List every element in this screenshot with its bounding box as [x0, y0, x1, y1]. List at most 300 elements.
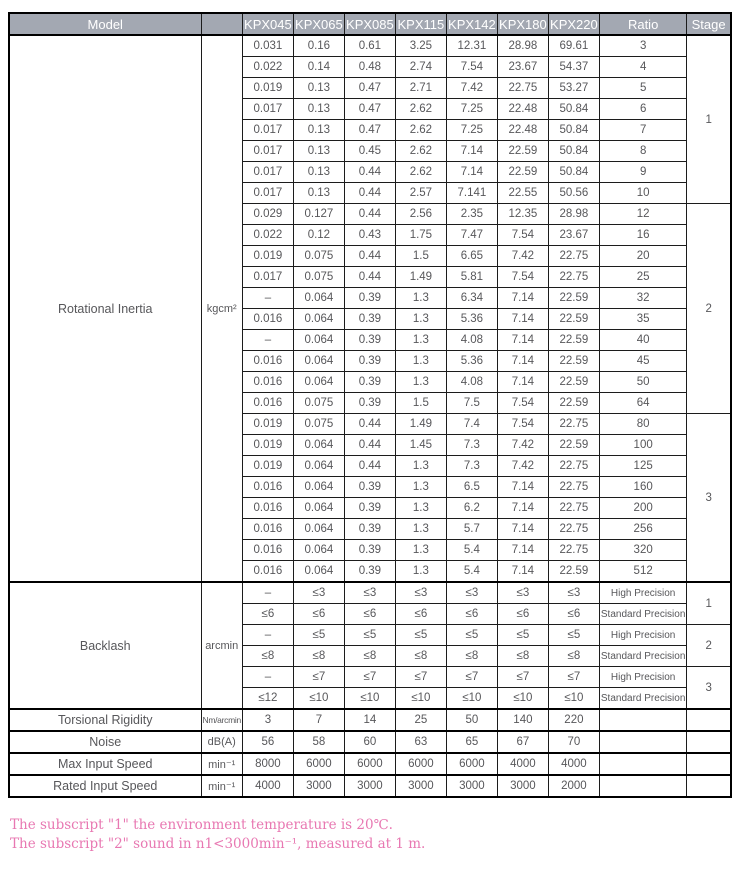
ratio-cell: High Precision: [599, 625, 687, 646]
value-cell: 56: [242, 731, 293, 753]
value-cell: 0.39: [344, 330, 395, 351]
value-cell: ≤8: [293, 646, 344, 667]
spec-table-body: [9, 35, 731, 797]
value-cell: 3000: [344, 775, 395, 797]
col-header-model: Model: [9, 13, 201, 35]
value-cell: 7.25: [446, 99, 497, 120]
value-cell: 0.44: [344, 246, 395, 267]
value-cell: 22.59: [497, 162, 548, 183]
value-cell: ≤8: [497, 646, 548, 667]
value-cell: 7.42: [497, 246, 548, 267]
ratio-cell: 16: [599, 225, 687, 246]
ratio-cell: 10: [599, 183, 687, 204]
value-cell: 2.71: [395, 78, 446, 99]
value-cell: 5.36: [446, 309, 497, 330]
ratio-cell: 35: [599, 309, 687, 330]
value-cell: 7.54: [497, 414, 548, 435]
stage-cell: 3: [687, 667, 731, 710]
value-cell: 0.16: [293, 35, 344, 57]
value-cell: ≤6: [446, 604, 497, 625]
value-cell: 1.3: [395, 330, 446, 351]
value-cell: 0.47: [344, 120, 395, 141]
value-cell: 7.14: [497, 372, 548, 393]
value-cell: ≤5: [548, 625, 599, 646]
value-cell: 0.43: [344, 225, 395, 246]
value-cell: 0.016: [242, 561, 293, 583]
value-cell: –: [242, 288, 293, 309]
value-cell: 0.13: [293, 78, 344, 99]
col-header-unit: [201, 13, 242, 35]
value-cell: 1.3: [395, 309, 446, 330]
ratio-cell: 32: [599, 288, 687, 309]
value-cell: 7.141: [446, 183, 497, 204]
col-header-kpx142: KPX142: [446, 13, 497, 35]
value-cell: 0.13: [293, 162, 344, 183]
value-cell: 2000: [548, 775, 599, 797]
value-cell: ≤5: [446, 625, 497, 646]
value-cell: 22.59: [548, 435, 599, 456]
value-cell: 14: [344, 709, 395, 731]
value-cell: 0.61: [344, 35, 395, 57]
value-cell: ≤6: [293, 604, 344, 625]
value-cell: 6000: [344, 753, 395, 775]
value-cell: 7.14: [497, 309, 548, 330]
value-cell: 1.3: [395, 372, 446, 393]
value-cell: 22.59: [497, 141, 548, 162]
row-label-max-input-speed: Max Input Speed: [9, 753, 201, 775]
value-cell: 1.3: [395, 456, 446, 477]
value-cell: 0.016: [242, 540, 293, 561]
value-cell: ≤3: [497, 582, 548, 604]
ratio-cell: Standard Precision: [599, 688, 687, 710]
value-cell: 2.62: [395, 99, 446, 120]
stage-cell: 1: [687, 35, 731, 204]
ratio-cell: 40: [599, 330, 687, 351]
value-cell: ≤7: [497, 667, 548, 688]
value-cell: ≤10: [293, 688, 344, 710]
unit-cell: Nm/arcmin: [201, 709, 242, 731]
value-cell: 50.56: [548, 183, 599, 204]
ratio-cell: 8: [599, 141, 687, 162]
stage-cell: [687, 731, 731, 753]
value-cell: 0.022: [242, 57, 293, 78]
ratio-cell: 9: [599, 162, 687, 183]
value-cell: 7.5: [446, 393, 497, 414]
value-cell: 0.017: [242, 267, 293, 288]
value-cell: 22.59: [548, 393, 599, 414]
unit-cell: min⁻¹: [201, 775, 242, 797]
value-cell: 0.064: [293, 288, 344, 309]
row-label-noise: Noise: [9, 731, 201, 753]
value-cell: 60: [344, 731, 395, 753]
value-cell: 0.064: [293, 330, 344, 351]
value-cell: 22.75: [548, 540, 599, 561]
stage-cell: [687, 753, 731, 775]
value-cell: 4.08: [446, 372, 497, 393]
value-cell: 7.14: [497, 540, 548, 561]
ratio-cell: 80: [599, 414, 687, 435]
value-cell: ≤8: [242, 646, 293, 667]
value-cell: –: [242, 330, 293, 351]
value-cell: 7.14: [497, 519, 548, 540]
value-cell: 0.017: [242, 120, 293, 141]
value-cell: 0.44: [344, 456, 395, 477]
value-cell: ≤3: [344, 582, 395, 604]
value-cell: ≤7: [293, 667, 344, 688]
value-cell: 1.3: [395, 561, 446, 583]
value-cell: 70: [548, 731, 599, 753]
stage-cell: [687, 709, 731, 731]
value-cell: 12.35: [497, 204, 548, 225]
value-cell: ≤5: [293, 625, 344, 646]
value-cell: 0.13: [293, 141, 344, 162]
value-cell: 2.35: [446, 204, 497, 225]
value-cell: 0.127: [293, 204, 344, 225]
value-cell: 6000: [395, 753, 446, 775]
value-cell: 1.5: [395, 393, 446, 414]
table-row: [9, 731, 731, 753]
value-cell: ≤8: [344, 646, 395, 667]
value-cell: 2.56: [395, 204, 446, 225]
value-cell: 0.39: [344, 498, 395, 519]
value-cell: 1.49: [395, 267, 446, 288]
value-cell: ≤10: [446, 688, 497, 710]
value-cell: 0.13: [293, 99, 344, 120]
col-header-kpx085: KPX085: [344, 13, 395, 35]
value-cell: 7.42: [497, 456, 548, 477]
value-cell: 22.75: [548, 519, 599, 540]
value-cell: 0.39: [344, 519, 395, 540]
value-cell: 7.3: [446, 456, 497, 477]
col-header-kpx065: KPX065: [293, 13, 344, 35]
value-cell: 7.42: [497, 435, 548, 456]
table-row: [9, 709, 731, 731]
value-cell: 58: [293, 731, 344, 753]
unit-cell: kgcm²: [201, 35, 242, 582]
ratio-cell: [599, 709, 687, 731]
value-cell: 12.31: [446, 35, 497, 57]
value-cell: 0.019: [242, 414, 293, 435]
ratio-cell: 320: [599, 540, 687, 561]
value-cell: 7.14: [497, 351, 548, 372]
value-cell: 22.75: [548, 498, 599, 519]
value-cell: 0.016: [242, 498, 293, 519]
value-cell: 2.62: [395, 141, 446, 162]
value-cell: 0.016: [242, 519, 293, 540]
value-cell: 0.45: [344, 141, 395, 162]
value-cell: 0.47: [344, 99, 395, 120]
spec-table-header: [9, 13, 731, 35]
value-cell: 0.44: [344, 162, 395, 183]
value-cell: 0.019: [242, 435, 293, 456]
ratio-cell: [599, 775, 687, 797]
value-cell: 28.98: [548, 204, 599, 225]
value-cell: 22.59: [548, 309, 599, 330]
ratio-cell: 100: [599, 435, 687, 456]
value-cell: 0.39: [344, 351, 395, 372]
ratio-cell: Standard Precision: [599, 646, 687, 667]
value-cell: 7.14: [497, 288, 548, 309]
value-cell: 0.064: [293, 372, 344, 393]
value-cell: 7.14: [446, 162, 497, 183]
value-cell: 0.39: [344, 288, 395, 309]
value-cell: 1.49: [395, 414, 446, 435]
value-cell: 4.08: [446, 330, 497, 351]
value-cell: 0.017: [242, 141, 293, 162]
row-label-rotational-inertia: Rotational Inertia: [9, 35, 201, 582]
table-row: [9, 582, 731, 604]
value-cell: 7.14: [497, 330, 548, 351]
value-cell: 7.47: [446, 225, 497, 246]
value-cell: ≤3: [548, 582, 599, 604]
value-cell: 22.59: [548, 561, 599, 583]
ratio-cell: 125: [599, 456, 687, 477]
value-cell: ≤5: [344, 625, 395, 646]
value-cell: 0.44: [344, 204, 395, 225]
value-cell: 22.48: [497, 120, 548, 141]
value-cell: 50: [446, 709, 497, 731]
value-cell: 3: [242, 709, 293, 731]
value-cell: 7.3: [446, 435, 497, 456]
ratio-cell: 4: [599, 57, 687, 78]
stage-cell: 2: [687, 204, 731, 414]
value-cell: 0.12: [293, 225, 344, 246]
value-cell: 2.62: [395, 162, 446, 183]
ratio-cell: 25: [599, 267, 687, 288]
value-cell: 0.075: [293, 246, 344, 267]
value-cell: ≤8: [548, 646, 599, 667]
value-cell: 8000: [242, 753, 293, 775]
value-cell: 4000: [497, 753, 548, 775]
ratio-cell: 6: [599, 99, 687, 120]
value-cell: 69.61: [548, 35, 599, 57]
value-cell: 7: [293, 709, 344, 731]
value-cell: 3000: [395, 775, 446, 797]
value-cell: 0.064: [293, 456, 344, 477]
value-cell: 54.37: [548, 57, 599, 78]
value-cell: 0.016: [242, 393, 293, 414]
value-cell: 22.75: [548, 267, 599, 288]
value-cell: 0.017: [242, 183, 293, 204]
value-cell: 1.5: [395, 246, 446, 267]
value-cell: 0.39: [344, 540, 395, 561]
footnote-2: The subscript "2" sound in n1<3000min⁻¹, measured at 1 m.: [10, 835, 426, 852]
value-cell: 1.3: [395, 519, 446, 540]
value-cell: 5.81: [446, 267, 497, 288]
value-cell: 1.3: [395, 288, 446, 309]
value-cell: 0.017: [242, 99, 293, 120]
value-cell: –: [242, 625, 293, 646]
value-cell: 1.3: [395, 540, 446, 561]
stage-cell: 1: [687, 582, 731, 625]
value-cell: 0.39: [344, 561, 395, 583]
value-cell: 0.064: [293, 477, 344, 498]
value-cell: 22.59: [548, 330, 599, 351]
value-cell: 53.27: [548, 78, 599, 99]
value-cell: 0.019: [242, 456, 293, 477]
unit-cell: arcmin: [201, 582, 242, 709]
ratio-cell: 64: [599, 393, 687, 414]
value-cell: ≤10: [395, 688, 446, 710]
value-cell: –: [242, 667, 293, 688]
value-cell: –: [242, 582, 293, 604]
value-cell: 5.4: [446, 540, 497, 561]
stage-cell: 2: [687, 625, 731, 667]
value-cell: ≤10: [344, 688, 395, 710]
value-cell: 50.84: [548, 99, 599, 120]
unit-cell: dB(A): [201, 731, 242, 753]
value-cell: 7.54: [497, 225, 548, 246]
value-cell: 0.064: [293, 435, 344, 456]
value-cell: 0.39: [344, 309, 395, 330]
value-cell: 0.13: [293, 183, 344, 204]
stage-cell: [687, 775, 731, 797]
value-cell: 2.62: [395, 120, 446, 141]
value-cell: ≤8: [395, 646, 446, 667]
value-cell: 0.44: [344, 183, 395, 204]
footnotes: [10, 816, 425, 854]
value-cell: 0.44: [344, 414, 395, 435]
value-cell: 22.55: [497, 183, 548, 204]
value-cell: 0.064: [293, 519, 344, 540]
row-label-backlash: Backlash: [9, 582, 201, 709]
value-cell: 0.44: [344, 267, 395, 288]
value-cell: 2.57: [395, 183, 446, 204]
value-cell: 0.064: [293, 351, 344, 372]
value-cell: 1.75: [395, 225, 446, 246]
value-cell: ≤6: [242, 604, 293, 625]
value-cell: 0.064: [293, 309, 344, 330]
value-cell: 140: [497, 709, 548, 731]
table-row: [9, 753, 731, 775]
ratio-cell: 512: [599, 561, 687, 583]
value-cell: ≤3: [395, 582, 446, 604]
ratio-cell: High Precision: [599, 667, 687, 688]
ratio-cell: 256: [599, 519, 687, 540]
value-cell: 0.016: [242, 309, 293, 330]
value-cell: 22.75: [548, 456, 599, 477]
row-label-torsional-rigidity: Torsional Rigidity: [9, 709, 201, 731]
value-cell: 6000: [293, 753, 344, 775]
value-cell: 5.4: [446, 561, 497, 583]
value-cell: ≤8: [446, 646, 497, 667]
value-cell: ≤3: [446, 582, 497, 604]
value-cell: 1.3: [395, 477, 446, 498]
value-cell: 0.064: [293, 498, 344, 519]
value-cell: ≤5: [395, 625, 446, 646]
value-cell: 25: [395, 709, 446, 731]
footnote-1: The subscript "1" the environment temperature is 20℃.: [10, 817, 393, 833]
table-row: [9, 775, 731, 797]
value-cell: 22.59: [548, 372, 599, 393]
value-cell: 0.14: [293, 57, 344, 78]
value-cell: 22.59: [548, 288, 599, 309]
value-cell: 0.016: [242, 372, 293, 393]
value-cell: 7.25: [446, 120, 497, 141]
value-cell: 7.54: [497, 393, 548, 414]
value-cell: 4000: [242, 775, 293, 797]
value-cell: 63: [395, 731, 446, 753]
value-cell: 0.075: [293, 267, 344, 288]
value-cell: 6.5: [446, 477, 497, 498]
table-row: [9, 35, 731, 57]
value-cell: 0.017: [242, 162, 293, 183]
value-cell: 0.39: [344, 477, 395, 498]
ratio-cell: 3: [599, 35, 687, 57]
value-cell: 220: [548, 709, 599, 731]
value-cell: 0.019: [242, 78, 293, 99]
value-cell: 0.075: [293, 393, 344, 414]
value-cell: 7.54: [446, 57, 497, 78]
value-cell: 22.75: [548, 246, 599, 267]
spec-table: [8, 12, 732, 798]
unit-cell: min⁻¹: [201, 753, 242, 775]
value-cell: 1.3: [395, 351, 446, 372]
ratio-cell: Standard Precision: [599, 604, 687, 625]
value-cell: 5.7: [446, 519, 497, 540]
value-cell: 0.075: [293, 414, 344, 435]
col-header-kpx115: KPX115: [395, 13, 446, 35]
col-header-stage: Stage: [687, 13, 731, 35]
spec-table-wrap: [8, 12, 732, 798]
value-cell: 0.44: [344, 435, 395, 456]
value-cell: 50.84: [548, 120, 599, 141]
value-cell: ≤6: [497, 604, 548, 625]
value-cell: 22.75: [548, 414, 599, 435]
value-cell: 0.016: [242, 351, 293, 372]
value-cell: 0.031: [242, 35, 293, 57]
value-cell: 0.016: [242, 477, 293, 498]
ratio-cell: High Precision: [599, 582, 687, 604]
ratio-cell: 7: [599, 120, 687, 141]
value-cell: 6.34: [446, 288, 497, 309]
value-cell: 28.98: [497, 35, 548, 57]
value-cell: ≤7: [548, 667, 599, 688]
ratio-cell: 160: [599, 477, 687, 498]
value-cell: 0.13: [293, 120, 344, 141]
col-header-kpx045: KPX045: [242, 13, 293, 35]
value-cell: ≤6: [548, 604, 599, 625]
value-cell: 1.3: [395, 498, 446, 519]
ratio-cell: 5: [599, 78, 687, 99]
value-cell: 0.48: [344, 57, 395, 78]
stage-cell: 3: [687, 414, 731, 583]
value-cell: ≤10: [497, 688, 548, 710]
value-cell: 67: [497, 731, 548, 753]
value-cell: ≤5: [497, 625, 548, 646]
value-cell: 6000: [446, 753, 497, 775]
value-cell: 6.2: [446, 498, 497, 519]
value-cell: 0.47: [344, 78, 395, 99]
value-cell: 7.4: [446, 414, 497, 435]
value-cell: 0.022: [242, 225, 293, 246]
value-cell: 5.36: [446, 351, 497, 372]
value-cell: 3.25: [395, 35, 446, 57]
value-cell: ≤6: [395, 604, 446, 625]
col-header-ratio: Ratio: [599, 13, 687, 35]
ratio-cell: [599, 731, 687, 753]
value-cell: 22.48: [497, 99, 548, 120]
ratio-cell: 12: [599, 204, 687, 225]
value-cell: 22.59: [548, 351, 599, 372]
value-cell: 7.14: [497, 477, 548, 498]
value-cell: 7.14: [497, 561, 548, 583]
value-cell: 65: [446, 731, 497, 753]
value-cell: 7.54: [497, 267, 548, 288]
value-cell: 3000: [293, 775, 344, 797]
value-cell: 6.65: [446, 246, 497, 267]
ratio-cell: [599, 753, 687, 775]
